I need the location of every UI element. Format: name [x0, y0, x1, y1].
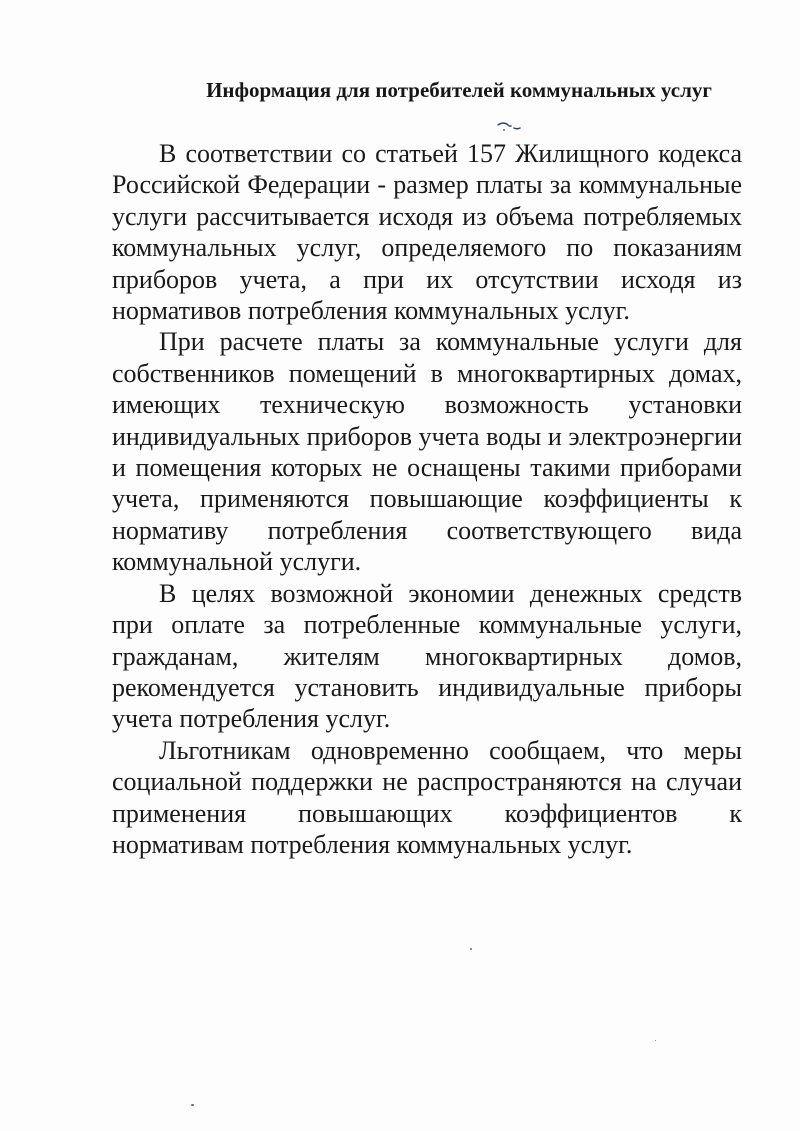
pen-mark-icon: [496, 120, 522, 134]
paragraph-housing-code: В соответствии со статьей 157 Жилищного кодекса Российской Федерации - размер платы за коммунальные услуги рассчитывается исходя из объема потребляемых коммунальных услуг, определяемого по показаниям приборов учета, а при их отсутствии исходя из нормативов потребления коммунальных услуг.: [112, 139, 742, 326]
paragraph-increasing-coefficients: При расчете платы за коммунальные услуги для собственников помещений в многоквартирных домах, имеющих техническую возможность установки индивидуальных приборов учета воды и электроэнергии и помещения которых не оснащены такими приборами учета, применяются повышающие коэффициенты к нормативу потребления соответствующего вида коммунальной услуги.: [112, 327, 742, 577]
scan-speck: [470, 948, 472, 950]
paragraph-savings-recommendation: В целях возможной экономии денежных средств при оплате за потребленные коммунальные услуги, гражданам, жителям многоквартирных домов, рекомендуется установить индивидуальные приборы учета потребления услуг.: [112, 578, 742, 734]
document-title: Информация для потребителей коммунальных услуг: [206, 78, 712, 102]
paragraph-beneficiaries-notice: Льготникам одновременно сообщаем, что меры социальной поддержки не распространяются на случаи применения повышающих коэффициентов к нормативам потребления коммунальных услуг.: [112, 735, 742, 859]
document-body: [112, 138, 742, 860]
scan-speck: [655, 1040, 656, 1041]
scan-speck: [191, 1104, 194, 1106]
